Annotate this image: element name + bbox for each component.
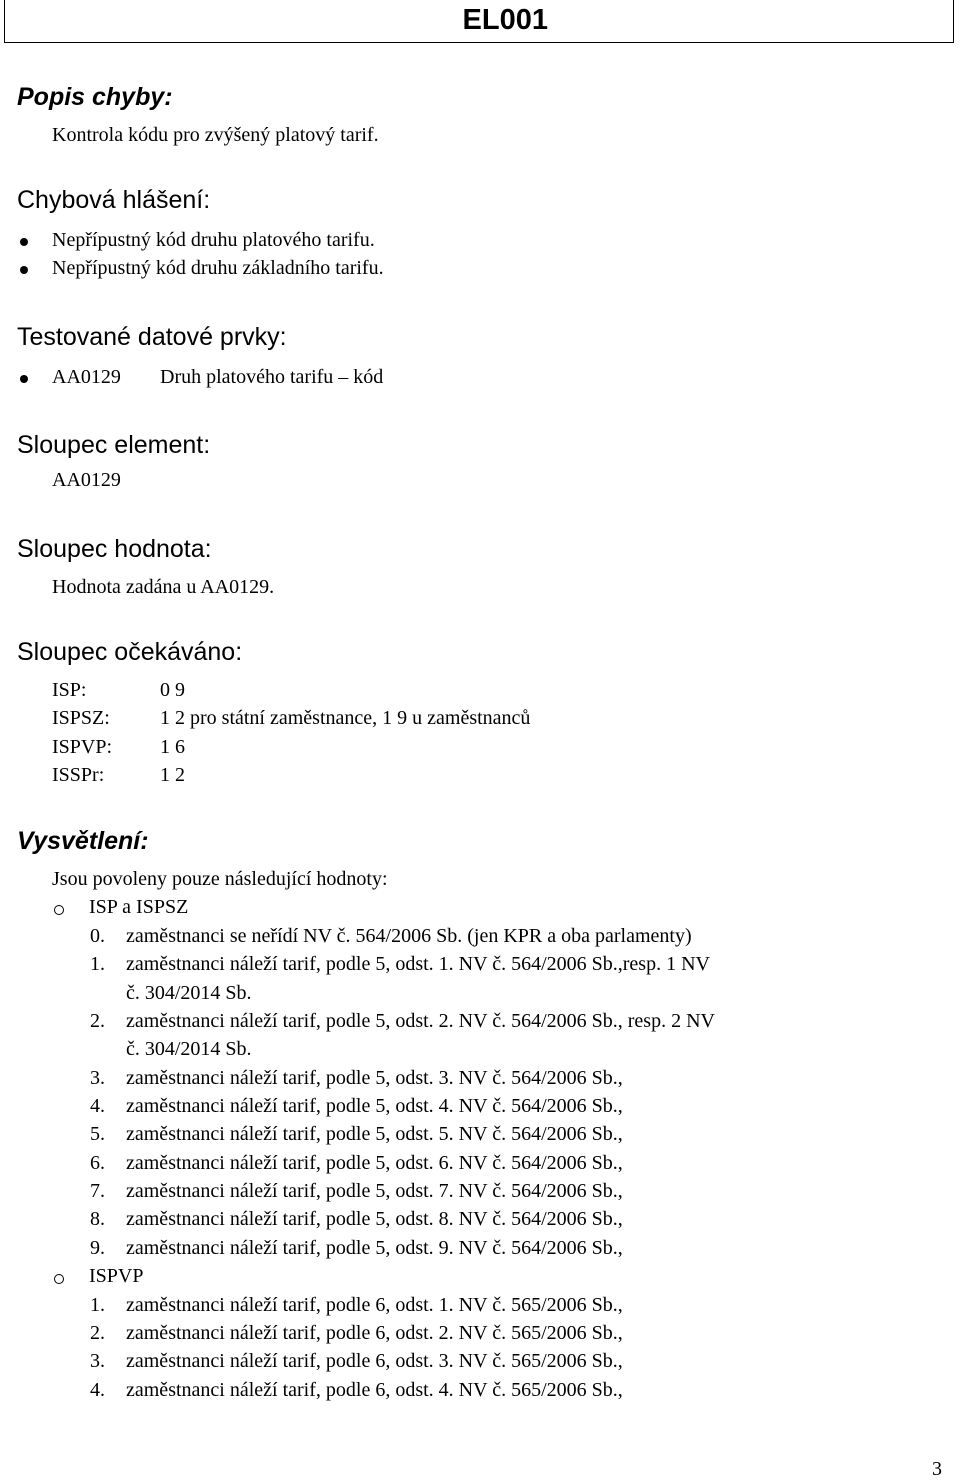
- expected-value: 0 9: [160, 679, 185, 701]
- list-item-text: zaměstnanci náleží tarif, podle 5, odst. 8. NV č. 564/2006 Sb.,: [126, 1208, 623, 1230]
- list-item-number: 1.: [90, 1294, 105, 1316]
- list-item-text: zaměstnanci náleží tarif, podle 5, odst. 3. NV č. 564/2006 Sb.,: [126, 1067, 623, 1089]
- list-item-text: zaměstnanci náleží tarif, podle 6, odst. 4. NV č. 565/2006 Sb.,: [126, 1379, 623, 1401]
- group-title-ispvp: ISPVP: [89, 1265, 144, 1287]
- list-item-number: 3.: [90, 1067, 105, 1089]
- list-item-text: zaměstnanci náleží tarif, podle 6, odst. 3. NV č. 565/2006 Sb.,: [126, 1350, 623, 1372]
- expected-label: ISSPr:: [52, 764, 105, 786]
- sloupec-hodnota-value: Hodnota zadána u AA0129.: [52, 576, 275, 598]
- list-item-number: 7.: [90, 1180, 105, 1202]
- bullet-icon: [54, 1274, 64, 1284]
- vysvetleni-intro: Jsou povoleny pouze následující hodnoty:: [52, 868, 388, 890]
- heading-testovane-prvky: Testované datové prvky:: [17, 323, 287, 351]
- list-item-text: zaměstnanci náleží tarif, podle 5, odst. 7. NV č. 564/2006 Sb.,: [126, 1180, 623, 1202]
- list-item-text: zaměstnanci náleží tarif, podle 5, odst. 5. NV č. 564/2006 Sb.,: [126, 1123, 623, 1145]
- bullet-icon: [20, 375, 28, 383]
- document-code: EL001: [462, 4, 548, 36]
- list-item-number: 2.: [90, 1322, 105, 1344]
- list-item-text: zaměstnanci náleží tarif, podle 5, odst. 4. NV č. 564/2006 Sb.,: [126, 1095, 623, 1117]
- bullet-icon: [54, 905, 64, 915]
- list-item-number: 0.: [90, 925, 105, 947]
- list-item-continuation: č. 304/2014 Sb.: [126, 1038, 252, 1060]
- list-item-number: 4.: [90, 1379, 105, 1401]
- list-item-text: zaměstnanci náleží tarif, podle 5, odst. 6. NV č. 564/2006 Sb.,: [126, 1152, 623, 1174]
- expected-label: ISP:: [52, 679, 87, 701]
- list-item-number: 3.: [90, 1350, 105, 1372]
- error-message-2: Nepřípustný kód druhu základního tarifu.: [52, 257, 384, 279]
- expected-label: ISPSZ:: [52, 707, 110, 729]
- bullet-icon: [20, 238, 28, 246]
- page-number: 3: [932, 1458, 942, 1480]
- popis-text: Kontrola kódu pro zvýšený platový tarif.: [52, 124, 379, 146]
- heading-sloupec-ocekavano: Sloupec očekáváno:: [17, 638, 243, 666]
- expected-label: ISPVP:: [52, 736, 113, 758]
- heading-popis-chyby: Popis chyby:: [17, 83, 173, 111]
- list-item-text: zaměstnanci náleží tarif, podle 5, odst. 9. NV č. 564/2006 Sb.,: [126, 1237, 623, 1259]
- list-item-continuation: č. 304/2014 Sb.: [126, 982, 252, 1004]
- list-item-number: 5.: [90, 1123, 105, 1145]
- group-title-isp-ispsz: ISP a ISPSZ: [89, 896, 189, 918]
- list-item-number: 6.: [90, 1152, 105, 1174]
- heading-chybova-hlaseni: Chybová hlášení:: [17, 186, 211, 214]
- expected-value: 1 2 pro státní zaměstnance, 1 9 u zaměstnanců: [160, 707, 531, 729]
- list-item-text: zaměstnanci náleží tarif, podle 5, odst. 1. NV č. 564/2006 Sb.,resp. 1 NV: [126, 953, 710, 975]
- list-item-text: zaměstnanci náleží tarif, podle 5, odst. 2. NV č. 564/2006 Sb., resp. 2 NV: [126, 1010, 715, 1032]
- expected-value: 1 6: [160, 736, 185, 758]
- list-item-text: zaměstnanci se neřídí NV č. 564/2006 Sb. (jen KPR a oba parlamenty): [126, 925, 692, 947]
- list-item-number: 4.: [90, 1095, 105, 1117]
- heading-sloupec-hodnota: Sloupec hodnota:: [17, 535, 212, 563]
- list-item-number: 8.: [90, 1208, 105, 1230]
- tested-element-code: AA0129: [52, 366, 121, 388]
- expected-value: 1 2: [160, 764, 185, 786]
- sloupec-element-value: AA0129: [52, 469, 121, 491]
- list-item-text: zaměstnanci náleží tarif, podle 6, odst. 1. NV č. 565/2006 Sb.,: [126, 1294, 623, 1316]
- list-item-number: 2.: [90, 1010, 105, 1032]
- list-item-number: 9.: [90, 1237, 105, 1259]
- tested-element-desc: Druh platového tarifu – kód: [160, 366, 384, 388]
- heading-vysvetleni: Vysvětlení:: [17, 827, 149, 855]
- heading-sloupec-element: Sloupec element:: [17, 431, 211, 459]
- error-message-1: Nepřípustný kód druhu platového tarifu.: [52, 229, 375, 251]
- bullet-icon: [20, 266, 28, 274]
- list-item-number: 1.: [90, 953, 105, 975]
- list-item-text: zaměstnanci náleží tarif, podle 6, odst. 2. NV č. 565/2006 Sb.,: [126, 1322, 623, 1344]
